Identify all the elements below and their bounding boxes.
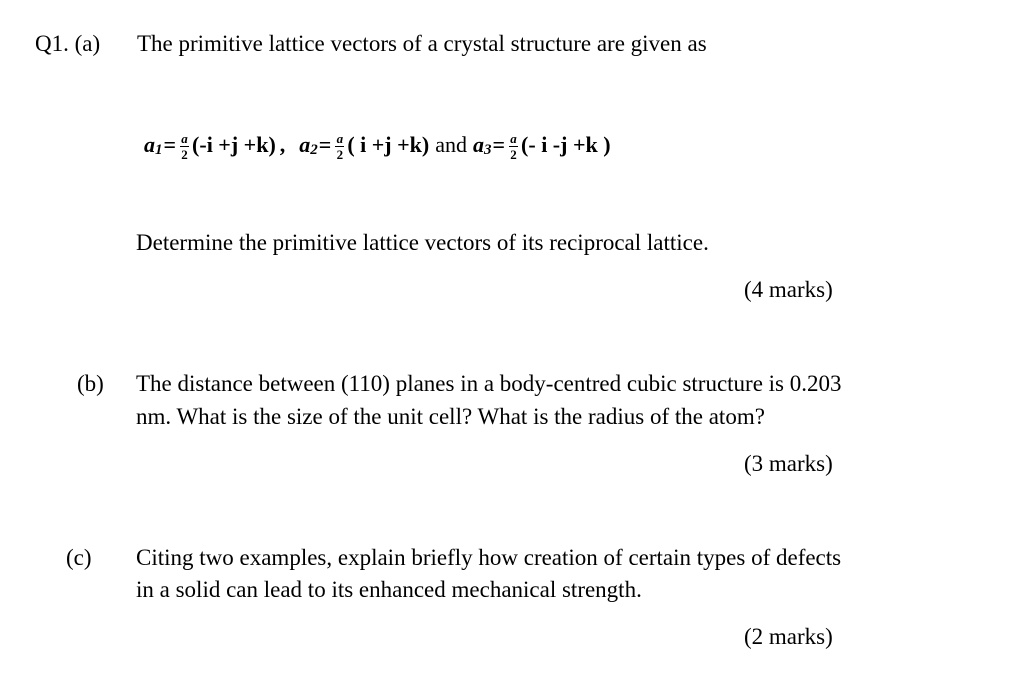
- lattice-vector-equations: [144, 125, 611, 165]
- vector-a3-expression: (- i -j +k ): [521, 132, 611, 157]
- part-a-prompt: Determine the primitive lattice vectors of its reciprocal lattice.: [136, 230, 709, 255]
- part-b-text-line2: nm. What is the size of the unit cell? What is the radius of the atom?: [136, 404, 765, 429]
- fraction-numerator: a: [510, 130, 517, 146]
- vector-a1-expression: (-i +j +k): [192, 132, 276, 157]
- fraction-a-over-2: [180, 132, 189, 161]
- vector-a3-symbol: a: [473, 132, 484, 157]
- equals-sign: =: [318, 132, 332, 157]
- fraction-denominator: 2: [181, 146, 188, 162]
- vector-a1-symbol: a: [144, 132, 155, 157]
- part-b-marks: (3 marks): [744, 451, 833, 476]
- fraction-denominator: 2: [510, 146, 517, 162]
- vector-a2-symbol: a: [299, 132, 311, 157]
- part-c-text-line2: in a solid can lead to its enhanced mechanical strength.: [136, 577, 642, 602]
- part-c-label: (c): [66, 545, 92, 570]
- equals-sign: =: [163, 132, 177, 157]
- vector-a1-subscript: 1: [155, 141, 163, 158]
- vector-a2-subscript: 2: [310, 141, 318, 158]
- separator-comma: ,: [279, 132, 286, 157]
- fraction-numerator: a: [336, 130, 344, 146]
- part-a-marks: (4 marks): [744, 277, 833, 302]
- part-c-marks: (2 marks): [744, 624, 833, 649]
- fraction-a-over-2: [335, 132, 344, 161]
- fraction-denominator: 2: [336, 146, 344, 162]
- separator-and: and: [435, 132, 467, 157]
- equals-sign: =: [492, 132, 506, 157]
- part-a-statement: The primitive lattice vectors of a crystal structure are given as: [137, 31, 707, 56]
- vector-a2-expression: ( i +j +k): [347, 132, 430, 157]
- fraction-a-over-2: [509, 132, 518, 161]
- question-number: Q1. (a): [35, 31, 101, 56]
- fraction-numerator: a: [181, 130, 188, 146]
- vector-a3-subscript: 3: [484, 141, 492, 158]
- part-c-text-line1: Citing two examples, explain briefly how creation of certain types of defects: [136, 545, 842, 570]
- part-b-label: (b): [77, 371, 104, 396]
- part-b-text-line1: The distance between (110) planes in a body-centred cubic structure is 0.203: [136, 371, 842, 396]
